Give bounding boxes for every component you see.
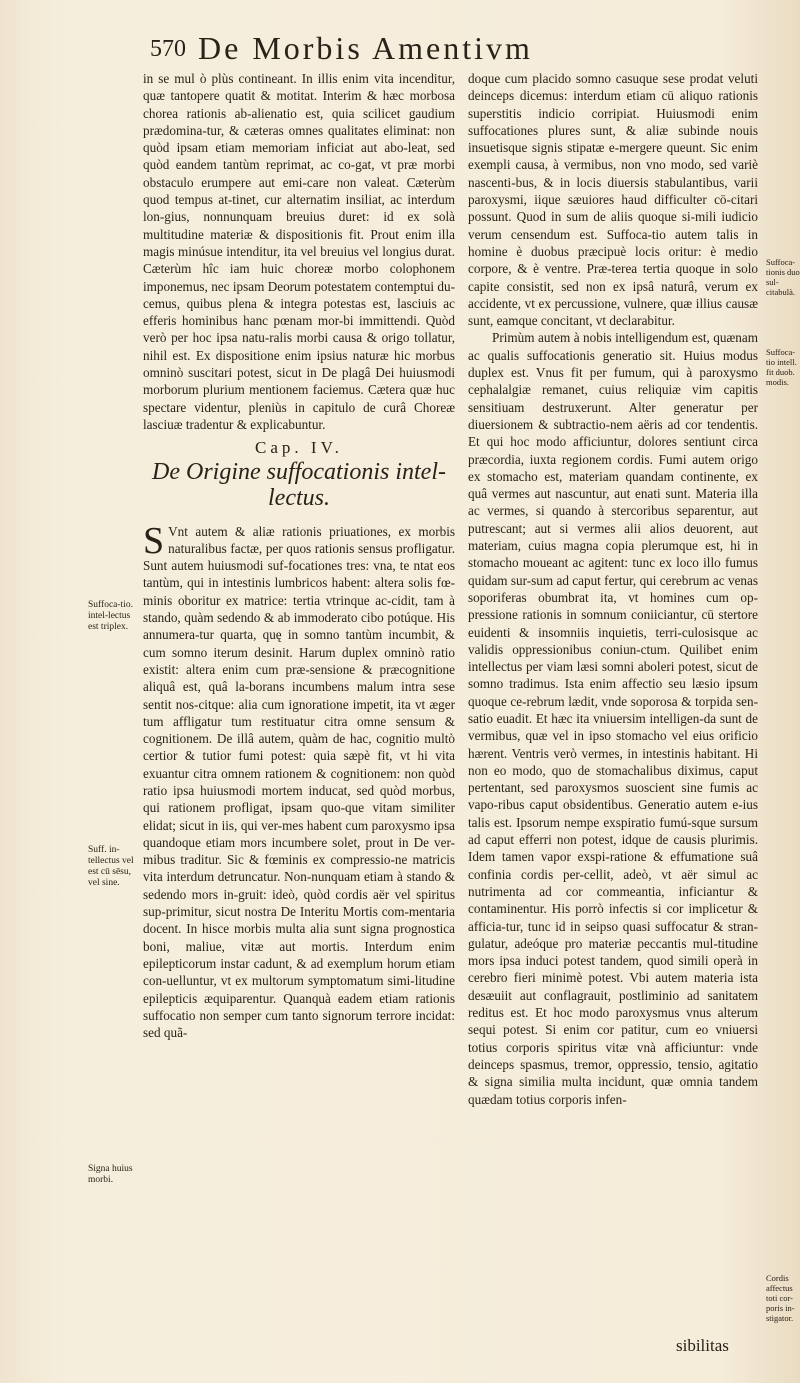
- right-paragraph-1: doque cum placido somno casuque sese prodat veluti deinceps dicemus: interdum etiam cū aliquo rationis superstitis indicio corripiat. Huiusmodi enim suffocationes plures sunt, & aliæ subinde nouis insuetisque signis stipatæ e-mergere queunt. Sic enim exempli causa, à vermibus, non vno modo, sed variè nascenti-bus, & in locis diuersis stabulantibus, varii paroxysmi, iique sæuiores haud difficulter cō-citari possunt. Quod in sum de aliis quoque si-mili iudicio verum censendum est. Suffoca-tio autem talis in homine è duobus præcipuè locis oritur: è medio corpore, & è ventre. Præ-terea tertia quoque in solo capite consistit, sed non ex ipsâ naturâ, verum ex accidente, vt ex percussione, vulnere, quæ illius causæ sunt, eamque concitant, vt declarabitur.: [468, 71, 758, 329]
- page-number: 570: [150, 36, 186, 62]
- left-column: [143, 70, 455, 1041]
- margin-note-left-3: Signa huius morbi.: [88, 1164, 133, 1185]
- right-column: [468, 70, 758, 1108]
- chapter-number: Cap. IV.: [255, 438, 343, 458]
- chapter-body-text: Vnt autem & aliæ rationis priuationes, ex morbis naturalibus factæ, per quos rationis sensus profligatur. Sunt autem huiusmodi suf-focationes tres: vna, te ntat eos tantùm, qui in intestinis lumbricos habent: altera solis fœ-minis oboritur ex matrice: tertia vtrinque ac-cidit, tam à stando, quàm sedendo & ab immoderato cibo potúque. His annumera-tur quarta, quę in somno tantùm incumbit, & cum somno iterum desinit. Harum duplex omninò ratio existit: altera enim cum præ-sensione & præcognitione aliquâ est, quâ la-borans incumbens malum intra sese sentit nos-citque: alia cum ignoratione impetit, ita vt æger tum affligatur tum restituatur citra omne sensum & cognitionem. De illâ autem, quàm de hac, cognitio multò certior & tutior fumi potest: quia sæpè fit, vt hi vita exuantur citra omnem rationem & cognitionem: non quòd ratio ipsa huiusmodi mortem inducat, sed quòd morbus, qui rationem profligat, ipsam quo-que vitam similiter elidat; sicut in iis, qui ver-mes habent cum paroxysmo ipsa quandoque etiam mors incumbere solet, prout in De ver-mibus traditur. Sic & fœminis ex compressio-ne matricis vita interdum detruncatur. Non-nunquam etiam à stando & sedendo mors in-gruit: ideò, quòd cordis aër vel spiritus sup-primitur, sicut nostra De Interitu Mortis com-mentaria docent. In hisce morbis multa alia sunt signa prognostica boni, maliue, vitæ aut mortis. Interdum enim epilepticorum instar cadunt, & ad exemplum horum etiam con-uelluntur, vt ex multorum symptomatum simi-litudine epilepticis æquiparentur. Quanquà eadem etiam rationis suffocatio non semper cum tanto signorum terrore incidat: sed quã-: [143, 523, 455, 1041]
- page-header: [150, 28, 750, 68]
- margin-note-right-1: Suffoca-tionis duo sul-citabulà.: [766, 257, 800, 297]
- running-head: De Morbis Amentivm: [198, 30, 533, 66]
- margin-note-left-2: Suff. in-tellectus vel est cū sēsu, vel sine.: [88, 845, 134, 888]
- catchword: sibilitas: [676, 1336, 729, 1355]
- margin-note-left-1: Suffoca-tio. intel-lectus est triplex.: [88, 600, 133, 632]
- right-paragraph-2: Primùm autem à nobis intelligendum est, quænam ac qualis suffocationis generatio sit. Huius modus duplex est. Vnus fit per fumum, qui à paroxysmo cephalalgiæ remanet, cuius reliquiæ vim capitis sensitiuam destruxerunt. Alter generatur per diuersionem & subtractio-nem aëris ad cor tendentis. Et qui hoc modo afficiuntur, dolores sentiunt circa præcordia, iuxta regionem cordis. Fumi autem origo ex stomacho est, materiam quandam continente, ex quâ vermes aut nascuntur, aut enati sunt. Materia illa ac vermes, si quando à stercoribus separentur, aut putrescant; aut si vermes alii alios deuorent, aut materiam, cuius magna copia plerumque est, hi in stomacho moueant ac agitent: tunc ex loco illo fumus quidam sur-sum ad caput fertur, qui cerebrum ac venas soporiferas obumbrat ita, vt homines cum op-pressione rationis in somnum coniiciantur, cū stertore euidenti & insomniis inquietis, terri-culosisque ac validis oppressionibus coniun-ctum. Quilibet enim intellectus per viam læsi somni aboleri potest, sicut de somno tradimus. Ista enim affectio seu læsio ipsum quoque ce-rebrum lædit, vnde soporosa & torpida sen-satio euadit. Et hæc ita vniuersim intelligen-da sunt de vermibus, quæ vel in ipso stomacho vel eius orificio hærent. Ventris verò vermes, in intestinis habitant. Hi non eo modo, quo de stomachalibus diximus, caput pertentant, sed paroxysmos suoscient sine fumis ac vapo-ribus caput obsidentibus. Generatio autem e-ius talis est. Ipsorum nempe exspiratio fumú-sque sursum ad caput efferri non potest, idque de causis plurimis. Idem tamen vapor exspi-ratione & effumatione suâ confinia cordis per-cellit, adeò, vt aër simul ac nutrimenta ad cor commeantia, inficiantur & contaminentur. His porrò infectis si cor implicetur & afficia-tur, tunc id in seipso quasi suffocatur & stran-gulatur, adeóque pro materiæ peccantis mul-titudine mors ipsa induci potest tandem, quod simili operà in cerebro fieri minimè potest. Vbi autem materia ista desæuiit aut conflagrauit, postliminio ad sanitatem reditus est. Et hoc modo paroxysmus vnus alterum sequi potest. Si enim cor patitur, cum eo vniuersi totius corporis spiritus vitæ vnà afficiuntur: vnde deinceps spasmus, tremor, oppressio, tensio, agitatio & signa similia multa incidunt, quæ omnia tandem quædam totius corporis infen-: [468, 330, 758, 1107]
- left-intro-text: in se mul ò plùs contineant. In illis enim vita incenditur, quæ tantopere quatit & motitat. Interim & hæc morbosa chorea rationis ab-alienatio est, quia scilicet gaudium prædomina-tur, & cæteras omnes qualitates eliminat: non quòd ipsam etiam memoriam inficiat aut abo-leat, sed quòd eandem tantùm reprimat, ac co-gat, vt præ morbi obstaculo erumpere aut emi-care non valeat. Cæterùm quod tempus at-tinet, cur alternatim insiliat, ac interdum lon-gius, nonnunquam breuius duret: id ex solà multitudine materiæ & dispositionis fit. Prout enim illa magis minúsue intenditur, ita vel breuius vel longius durat. Cæterùm hîc iam huic choreæ morbo colophonem imponemus, nec ipsam Deorum potestatem contemptui du-cemus, quibus plena & integra potestas est, lasciuis ac efferis hominibus hanc pœnam mor-bi immittendi. Quòd verò per hoc ipsa natu-ralis morbi causa & origo tollatur, nihil est. Ex dispositione enim ipsius naturæ hic morbus omninò suscitari potest, sicut in De plagâ Dei huiusmodi morborum plurium mentionem faciemus. Cætera quæ huc spectare videntur, pleniùs in capitulo de curâ Choreæ lasciuæ tradentur & explicabuntur.: [143, 71, 455, 432]
- drop-cap: S: [143, 519, 165, 562]
- chapter-body: [143, 519, 455, 1042]
- margin-note-right-3: Cordis affectus toti cor-poris in-stigator.: [766, 1273, 795, 1323]
- margin-note-right-2: Suffoca-tio intell. fit duob. modis.: [766, 347, 797, 387]
- chapter-title: De Origine suffocationis intel-lectus.: [152, 458, 446, 511]
